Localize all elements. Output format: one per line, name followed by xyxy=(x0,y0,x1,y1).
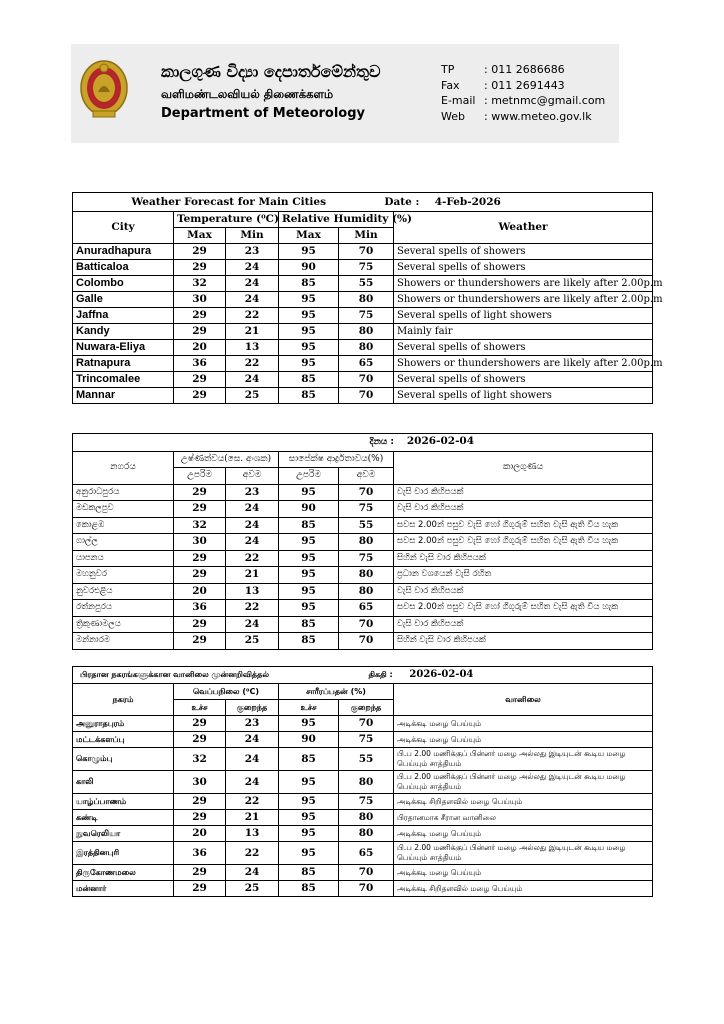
city-name: Kandy xyxy=(73,324,174,340)
weather-description: වැසි වාර කිහිපයක් xyxy=(394,616,653,633)
humidity-min: 80 xyxy=(339,292,394,308)
weather-description: Showers or thundershowers are likely after 2.00p.m xyxy=(394,356,653,372)
humidity-max: 85 xyxy=(279,865,339,881)
table-row xyxy=(73,567,653,584)
subheader-max: උපරිම xyxy=(174,468,226,485)
weather-description: Several spells of showers xyxy=(394,340,653,356)
temp-min: 22 xyxy=(226,600,279,617)
table-title-row xyxy=(73,193,653,212)
subheader-min: குறைந்த xyxy=(226,700,279,716)
humidity-min: 55 xyxy=(339,276,394,292)
temp-min: 24 xyxy=(226,276,279,292)
humidity-min: 80 xyxy=(339,810,394,826)
subheader-min: Min xyxy=(339,228,394,244)
date-label: திகதி : xyxy=(368,670,393,679)
humidity-max: 85 xyxy=(279,517,339,534)
city-name: Galle xyxy=(73,292,174,308)
english-table-body xyxy=(73,244,663,404)
city-name: மன்னார் xyxy=(73,881,174,897)
temp-max: 29 xyxy=(174,810,226,826)
table-row xyxy=(73,292,653,308)
weather-description: සිහින් වැසි වාර කිහිපයක් xyxy=(394,550,653,567)
humidity-min: 70 xyxy=(339,388,394,404)
humidity-min: 65 xyxy=(339,600,394,617)
weather-description: Showers or thundershowers are likely after 2.00p.m xyxy=(394,276,653,292)
table-row xyxy=(73,372,653,388)
temp-min: 24 xyxy=(226,292,279,308)
temp-max: 29 xyxy=(174,732,226,748)
humidity-min: 55 xyxy=(339,517,394,534)
table-row xyxy=(73,260,653,276)
weather-description: Mainly fair xyxy=(394,324,653,340)
weather-description: Several spells of showers xyxy=(394,372,653,388)
subheader-max: உச்ச xyxy=(279,700,339,716)
city-name: රත්නපුරය xyxy=(73,600,174,617)
temp-max: 29 xyxy=(174,308,226,324)
weather-description: அடிக்கடி மழை பெய்யும் xyxy=(394,732,653,748)
temp-min: 22 xyxy=(226,308,279,324)
city-name: මහනුවර xyxy=(73,567,174,584)
temp-max: 36 xyxy=(174,842,226,865)
table-row xyxy=(73,716,653,732)
city-name: நுவரெலியா xyxy=(73,826,174,842)
temp-max: 30 xyxy=(174,771,226,794)
weather-description: பி.ப 2.00 மணிக்குப் பின்னர் மழை அல்லது இடியுடன் கூடிய மழை பெய்யும் சாத்தியம் xyxy=(394,748,653,771)
table-row xyxy=(73,732,653,748)
table-title: Weather Forecast for Main Cities xyxy=(131,195,326,208)
column-header-city: නගරය xyxy=(73,451,174,484)
temp-min: 21 xyxy=(226,567,279,584)
contact-label: E-mail xyxy=(441,94,476,107)
weather-description: அடிக்கடி மழை பெய்யும் xyxy=(394,716,653,732)
temp-min: 25 xyxy=(226,388,279,404)
table-row xyxy=(73,340,653,356)
city-name: Trincomalee xyxy=(73,372,174,388)
humidity-max: 95 xyxy=(279,340,339,356)
temp-min: 13 xyxy=(226,826,279,842)
contact-details xyxy=(441,62,605,124)
city-name: ත්‍රිකුණාමලය xyxy=(73,616,174,633)
forecast-date: 2026-02-04 xyxy=(409,669,474,680)
temp-min: 24 xyxy=(226,732,279,748)
weather-description: වැසි වාර කිහිපයක් xyxy=(394,484,653,501)
humidity-max: 95 xyxy=(279,842,339,865)
weather-description: වැසි වාර කිහිපයක් xyxy=(394,501,653,518)
weather-description: සවස 2.00න් පසුව වැසි හෝ ගිගුරුම් සහිත වැසි ඇති වීය හැක xyxy=(394,600,653,617)
english-forecast-table xyxy=(72,192,663,404)
column-header-humidity: සාපේක්ෂ ආර්ද්‍රතාවය(%) xyxy=(279,451,394,468)
temp-min: 24 xyxy=(226,260,279,276)
table-row xyxy=(73,842,653,865)
table-row xyxy=(73,748,653,771)
humidity-max: 90 xyxy=(279,260,339,276)
column-header-humidity: சாரீரப்பதன் (%) xyxy=(279,684,394,700)
column-header-humidity: Relative Humidity (%) xyxy=(279,212,394,228)
temp-min: 13 xyxy=(226,340,279,356)
temp-max: 29 xyxy=(174,567,226,584)
city-name: கண்டி xyxy=(73,810,174,826)
humidity-min: 75 xyxy=(339,732,394,748)
temp-max: 20 xyxy=(174,583,226,600)
contact-label: Web xyxy=(441,109,465,123)
humidity-max: 95 xyxy=(279,244,339,260)
temp-min: 24 xyxy=(226,616,279,633)
humidity-max: 85 xyxy=(279,276,339,292)
subheader-min: අවම xyxy=(339,468,394,485)
contact-phone xyxy=(441,62,605,78)
column-header-temperature: උෂ්ණත්වය(සෙ. අංශක) xyxy=(174,451,279,468)
humidity-min: 65 xyxy=(339,842,394,865)
temp-max: 36 xyxy=(174,356,226,372)
column-header-city: City xyxy=(73,212,174,244)
temp-min: 22 xyxy=(226,842,279,865)
humidity-min: 70 xyxy=(339,484,394,501)
city-name: கொழும்பு xyxy=(73,748,174,771)
city-name: Mannar xyxy=(73,388,174,404)
humidity-min: 80 xyxy=(339,340,394,356)
weather-description: සවස 2.00න් පසුව වැසි හෝ ගිගුරුම් සහිත වැසි ඇති වීය හැක xyxy=(394,517,653,534)
city-name: Nuwara-Eliya xyxy=(73,340,174,356)
weather-description: அடிக்கடி சிறிதளவில் மழை பெய்யும் xyxy=(394,794,653,810)
column-header-weather: வானிலை xyxy=(394,684,653,716)
subheader-min: Min xyxy=(226,228,279,244)
humidity-max: 95 xyxy=(279,308,339,324)
temp-max: 30 xyxy=(174,534,226,551)
table-row xyxy=(73,550,653,567)
city-name: නුවරඑළිය xyxy=(73,583,174,600)
temp-min: 22 xyxy=(226,550,279,567)
humidity-max: 85 xyxy=(279,372,339,388)
humidity-max: 95 xyxy=(279,826,339,842)
table-row xyxy=(73,865,653,881)
sri-lanka-emblem-icon xyxy=(79,58,129,122)
humidity-min: 75 xyxy=(339,501,394,518)
temp-max: 20 xyxy=(174,826,226,842)
humidity-min: 70 xyxy=(339,616,394,633)
subheader-min: අවම xyxy=(226,468,279,485)
humidity-max: 95 xyxy=(279,356,339,372)
city-name: කොළඹ xyxy=(73,517,174,534)
humidity-max: 95 xyxy=(279,716,339,732)
temp-max: 32 xyxy=(174,517,226,534)
weather-description: பி.ப 2.00 மணிக்குப் பின்னர் மழை அல்லது இடியுடன் கூடிய மழை பெய்யும் சாத்தியம் xyxy=(394,771,653,794)
humidity-max: 95 xyxy=(279,600,339,617)
city-name: යාපනය xyxy=(73,550,174,567)
temp-max: 29 xyxy=(174,550,226,567)
humidity-min: 70 xyxy=(339,865,394,881)
city-name: Anuradhapura xyxy=(73,244,174,260)
weather-description: பிரதானமாக சீரான வானிலை xyxy=(394,810,653,826)
humidity-min: 75 xyxy=(339,260,394,276)
humidity-min: 80 xyxy=(339,826,394,842)
table-row xyxy=(73,771,653,794)
humidity-max: 95 xyxy=(279,794,339,810)
humidity-min: 75 xyxy=(339,794,394,810)
city-name: ගාල්ල xyxy=(73,534,174,551)
subheader-max: Max xyxy=(279,228,339,244)
city-name: இரத்தினபுரி xyxy=(73,842,174,865)
table-row xyxy=(73,244,653,260)
humidity-min: 80 xyxy=(339,534,394,551)
column-header-weather: කාලගුණය xyxy=(394,451,653,484)
subheader-max: Max xyxy=(174,228,226,244)
temp-min: 23 xyxy=(226,716,279,732)
contact-value: : metnmc@gmail.com xyxy=(484,94,606,107)
humidity-max: 95 xyxy=(279,324,339,340)
table-row xyxy=(73,534,653,551)
temp-min: 22 xyxy=(226,794,279,810)
humidity-min: 70 xyxy=(339,372,394,388)
humidity-min: 75 xyxy=(339,550,394,567)
table-row xyxy=(73,501,653,518)
temp-max: 29 xyxy=(174,324,226,340)
humidity-max: 85 xyxy=(279,616,339,633)
temp-max: 29 xyxy=(174,633,226,650)
forecast-date: 2026-02-04 xyxy=(406,435,475,447)
weather-description: அடிக்கடி சிறிதளவில் மழை பெய்யும் xyxy=(394,881,653,897)
contact-value: : www.meteo.gov.lk xyxy=(484,109,592,123)
humidity-min: 70 xyxy=(339,881,394,897)
city-name: அனுராதபுரம் xyxy=(73,716,174,732)
sinhala-forecast-table xyxy=(72,433,653,650)
subheader-max: උපරිම xyxy=(279,468,339,485)
table-row xyxy=(73,633,653,650)
humidity-max: 95 xyxy=(279,292,339,308)
temp-max: 29 xyxy=(174,372,226,388)
contact-value: : 011 2686686 xyxy=(484,63,565,76)
city-name: Ratnapura xyxy=(73,356,174,372)
temp-max: 29 xyxy=(174,716,226,732)
table-row xyxy=(73,276,653,292)
column-header-weather: Weather xyxy=(394,212,653,244)
temp-max: 29 xyxy=(174,484,226,501)
city-name: Jaffna xyxy=(73,308,174,324)
department-name-english: Department of Meteorology xyxy=(161,106,366,121)
temp-min: 24 xyxy=(226,748,279,771)
city-name: මන්නාරම xyxy=(73,633,174,650)
weather-description: ප්‍රධාන වශයෙන් වැසි රහිත xyxy=(394,567,653,584)
city-name: Colombo xyxy=(73,276,174,292)
humidity-min: 80 xyxy=(339,583,394,600)
humidity-min: 70 xyxy=(339,633,394,650)
humidity-max: 85 xyxy=(279,881,339,897)
temp-min: 24 xyxy=(226,501,279,518)
forecast-date: 4-Feb-2026 xyxy=(434,195,501,208)
humidity-min: 55 xyxy=(339,748,394,771)
temp-min: 25 xyxy=(226,881,279,897)
humidity-max: 85 xyxy=(279,748,339,771)
tamil-forecast-table xyxy=(72,666,653,897)
table-row xyxy=(73,356,653,372)
weather-description: Several spells of light showers xyxy=(394,308,653,324)
column-header-temperature: Temperature (⁰C) xyxy=(174,212,279,228)
temp-max: 29 xyxy=(174,260,226,276)
city-name: காலி xyxy=(73,771,174,794)
column-header-city: நகரம் xyxy=(73,684,174,716)
humidity-max: 95 xyxy=(279,484,339,501)
contact-fax xyxy=(441,78,605,94)
date-label: Date : xyxy=(384,195,420,208)
date-label: දිනය : xyxy=(369,437,394,447)
city-name: திருகோணமலை xyxy=(73,865,174,881)
temp-min: 25 xyxy=(226,633,279,650)
temp-min: 24 xyxy=(226,517,279,534)
city-name: අනුරාධපුරය xyxy=(73,484,174,501)
temp-min: 23 xyxy=(226,244,279,260)
humidity-min: 75 xyxy=(339,308,394,324)
weather-description: அடிக்கடி மழை பெய்யும் xyxy=(394,826,653,842)
table-row xyxy=(73,600,653,617)
contact-email xyxy=(441,93,605,109)
city-name: மட்டக்களப்பு xyxy=(73,732,174,748)
table-row xyxy=(73,517,653,534)
table-row xyxy=(73,881,653,897)
table-title-row xyxy=(73,667,653,684)
temp-max: 20 xyxy=(174,340,226,356)
humidity-min: 80 xyxy=(339,567,394,584)
table-row xyxy=(73,810,653,826)
temp-min: 13 xyxy=(226,583,279,600)
table-row xyxy=(73,616,653,633)
humidity-max: 95 xyxy=(279,567,339,584)
temp-min: 23 xyxy=(226,484,279,501)
tamil-table-body xyxy=(73,716,653,897)
weather-description: அடிக்கடி மழை பெய்யும் xyxy=(394,865,653,881)
humidity-min: 70 xyxy=(339,716,394,732)
temp-max: 29 xyxy=(174,881,226,897)
humidity-min: 65 xyxy=(339,356,394,372)
weather-description: සවස 2.00න් පසුව වැසි හෝ ගිගුරුම් සහිත වැසි ඇති වීය හැක xyxy=(394,534,653,551)
temp-min: 21 xyxy=(226,810,279,826)
humidity-min: 70 xyxy=(339,244,394,260)
weather-description: සිහින් වැසි වාර කිහිපයක් xyxy=(394,633,653,650)
letterhead xyxy=(71,44,619,143)
weather-description: Several spells of showers xyxy=(394,244,653,260)
table-row xyxy=(73,388,653,404)
temp-max: 32 xyxy=(174,276,226,292)
contact-label: TP xyxy=(441,63,455,76)
temp-min: 21 xyxy=(226,324,279,340)
table-row xyxy=(73,826,653,842)
header-row xyxy=(73,212,653,228)
weather-description: Several spells of light showers xyxy=(394,388,653,404)
humidity-max: 85 xyxy=(279,388,339,404)
table-row xyxy=(73,308,653,324)
department-name-tamil: வளிமண்டலவியல் திணைக்களம் xyxy=(161,87,334,101)
temp-min: 24 xyxy=(226,865,279,881)
humidity-max: 90 xyxy=(279,732,339,748)
humidity-max: 85 xyxy=(279,633,339,650)
subheader-min: குறைந்த xyxy=(339,700,394,716)
temp-min: 22 xyxy=(226,356,279,372)
temp-max: 29 xyxy=(174,244,226,260)
header-row xyxy=(73,451,653,468)
header-row xyxy=(73,684,653,700)
table-row xyxy=(73,583,653,600)
city-name: මඩකලපුව xyxy=(73,501,174,518)
sinhala-table-body xyxy=(73,484,653,649)
weather-description: Several spells of showers xyxy=(394,260,653,276)
temp-max: 29 xyxy=(174,794,226,810)
contact-label: Fax xyxy=(441,78,460,92)
humidity-max: 95 xyxy=(279,550,339,567)
temp-min: 24 xyxy=(226,534,279,551)
table-title-row xyxy=(73,434,653,452)
temp-max: 29 xyxy=(174,865,226,881)
city-name: யாழ்ப்பாணம் xyxy=(73,794,174,810)
temp-min: 24 xyxy=(226,372,279,388)
humidity-min: 80 xyxy=(339,324,394,340)
table-row xyxy=(73,484,653,501)
weather-description: වැසි වාර කිහිපයක් xyxy=(394,583,653,600)
table-title: பிரதான நகரங்களுக்கான வானிலை முன்னறிவித்தல் xyxy=(80,670,269,679)
temp-max: 30 xyxy=(174,292,226,308)
table-row xyxy=(73,324,653,340)
temp-max: 29 xyxy=(174,501,226,518)
contact-value: : 011 2691443 xyxy=(484,78,565,92)
temp-max: 32 xyxy=(174,748,226,771)
subheader-max: உச்ச xyxy=(174,700,226,716)
temp-max: 29 xyxy=(174,388,226,404)
humidity-max: 95 xyxy=(279,810,339,826)
temp-max: 29 xyxy=(174,616,226,633)
humidity-max: 95 xyxy=(279,534,339,551)
humidity-max: 95 xyxy=(279,771,339,794)
city-name: Batticaloa xyxy=(73,260,174,276)
weather-description: பி.ப 2.00 மணிக்குப் பின்னர் மழை அல்லது இடியுடன் கூடிய மழை பெய்யும் சாத்தியம் xyxy=(394,842,653,865)
humidity-min: 80 xyxy=(339,771,394,794)
department-name-sinhala: කාලගුණ විද්‍යා දෙපාර්තමේන්තුව xyxy=(161,62,381,81)
contact-web xyxy=(441,109,605,125)
humidity-max: 90 xyxy=(279,501,339,518)
table-row xyxy=(73,794,653,810)
weather-description: Showers or thundershowers are likely after 2.00p.m xyxy=(394,292,653,308)
humidity-max: 95 xyxy=(279,583,339,600)
column-header-temperature: வெப்பநிலை (⁰C) xyxy=(174,684,279,700)
temp-min: 24 xyxy=(226,771,279,794)
temp-max: 36 xyxy=(174,600,226,617)
